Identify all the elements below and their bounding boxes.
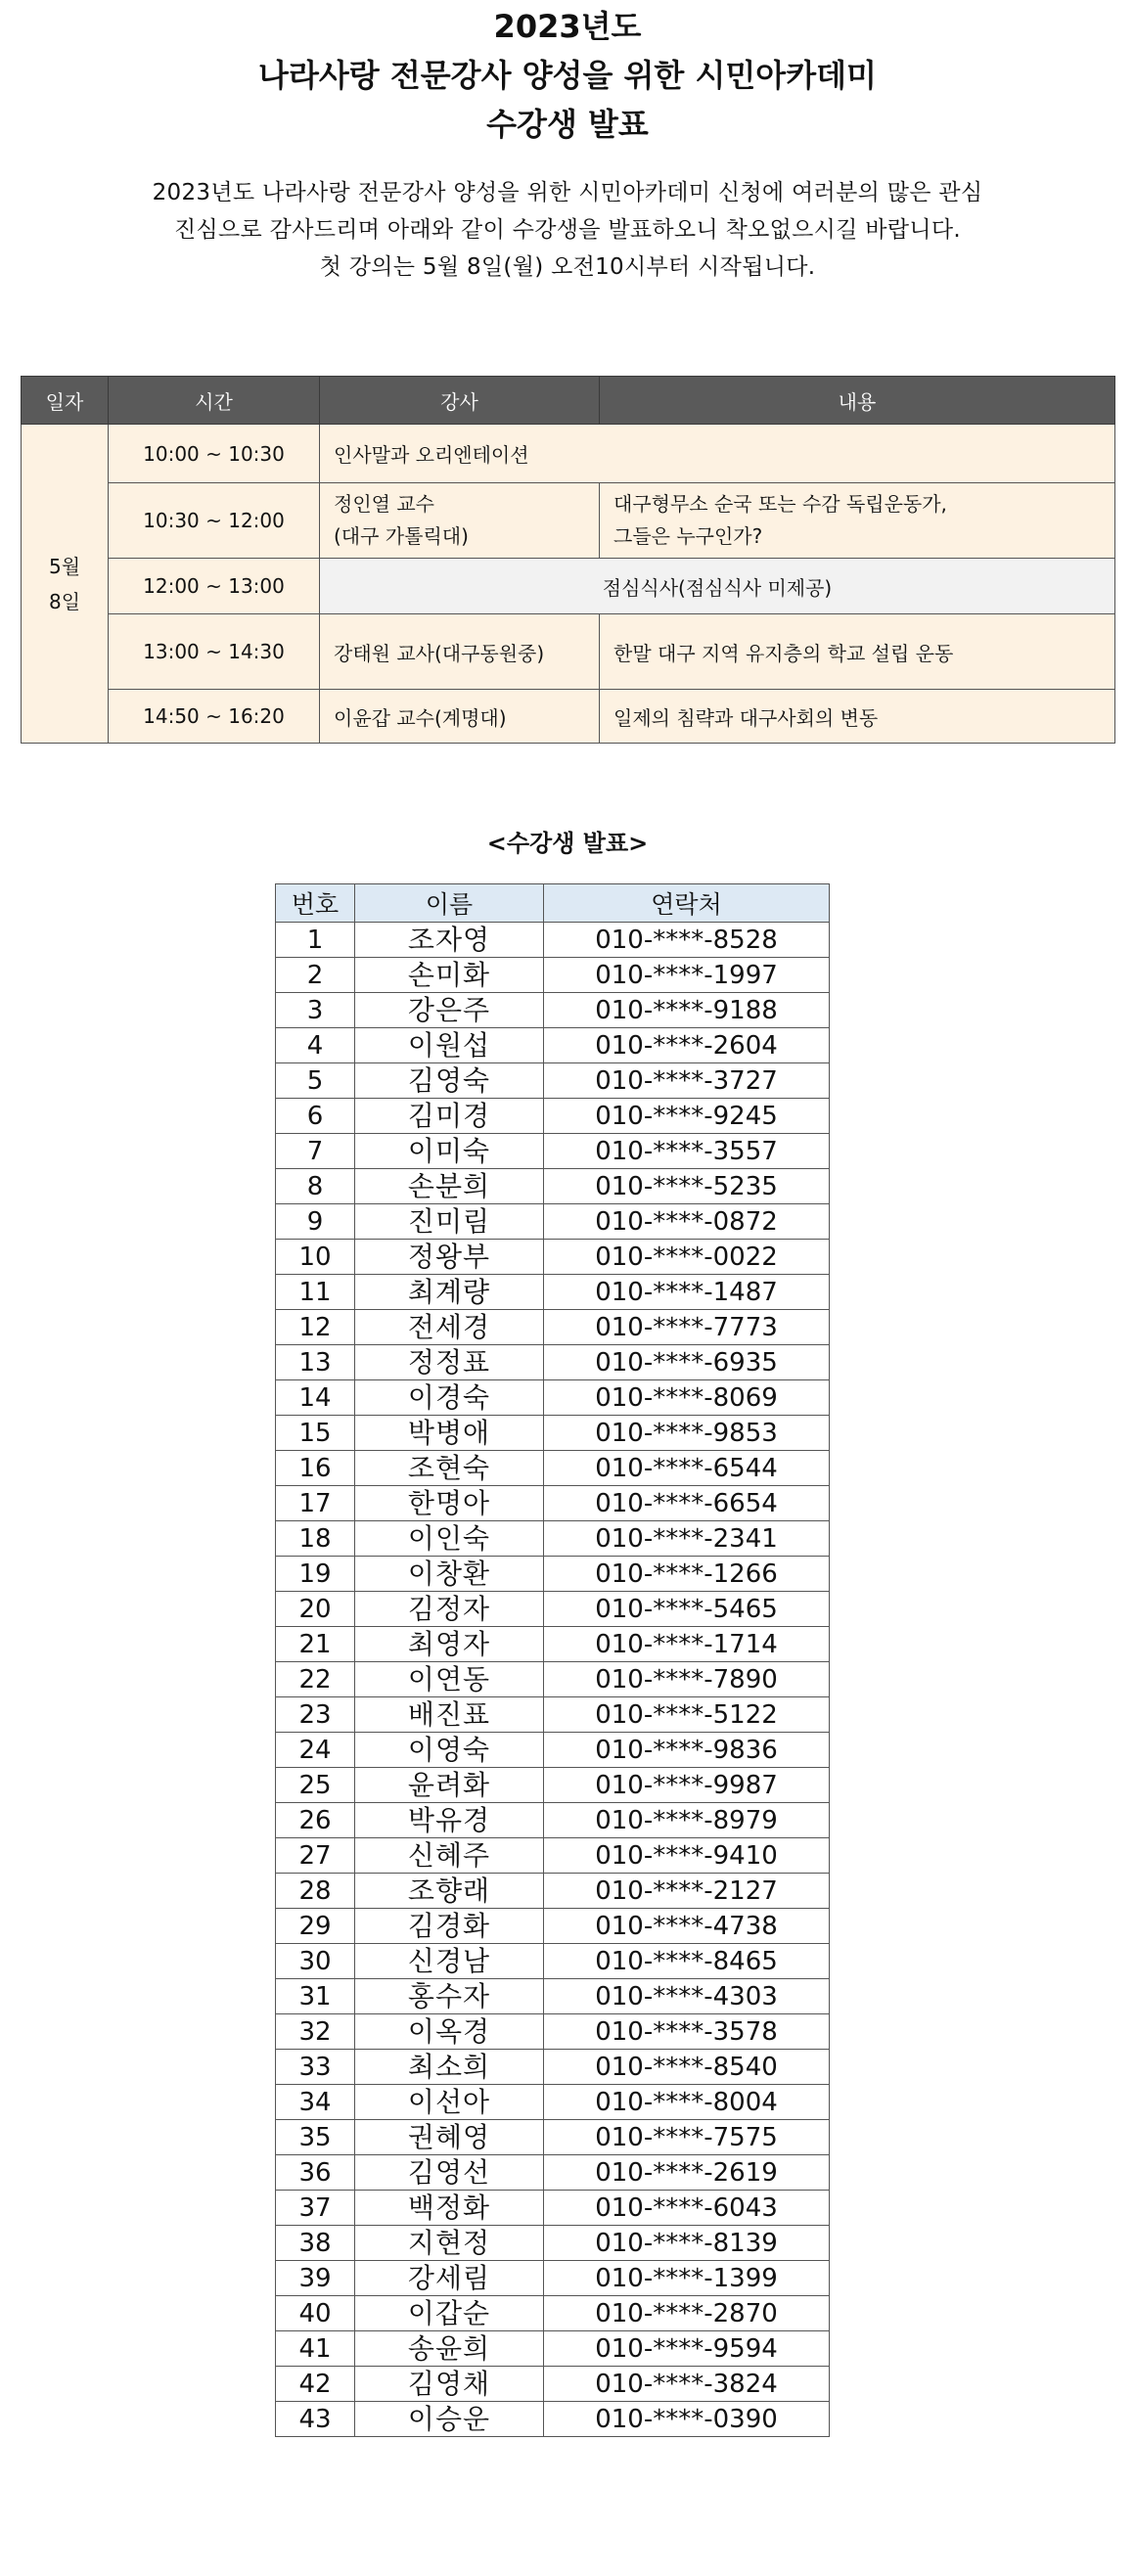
student-contact: 010-****-8979 xyxy=(544,1803,830,1838)
table-row xyxy=(276,1416,830,1451)
table-row xyxy=(276,1169,830,1204)
schedule-lecturer: 인사말과 오리엔테이션 xyxy=(320,425,1115,483)
student-contact: 010-****-2127 xyxy=(544,1874,830,1909)
student-number: 6 xyxy=(276,1099,355,1134)
student-name: 손미화 xyxy=(355,958,544,993)
header-lecturer: 강사 xyxy=(320,377,600,425)
student-contact: 010-****-9853 xyxy=(544,1416,830,1451)
student-number: 5 xyxy=(276,1063,355,1099)
lecturer-affiliation: (대구 가톨릭대) xyxy=(334,524,469,548)
table-row xyxy=(276,958,830,993)
student-name: 조자영 xyxy=(355,923,544,958)
schedule-time: 10:30 ~ 12:00 xyxy=(109,483,320,559)
table-row xyxy=(276,1768,830,1803)
schedule-lecturer: 강태원 교사(대구동원중) xyxy=(320,614,600,690)
student-contact: 010-****-1997 xyxy=(544,958,830,993)
student-contact: 010-****-8465 xyxy=(544,1944,830,1979)
header-contact: 연락처 xyxy=(544,884,830,923)
table-row xyxy=(276,2050,830,2085)
table-row xyxy=(276,2331,830,2367)
student-number: 43 xyxy=(276,2402,355,2437)
student-number: 39 xyxy=(276,2261,355,2296)
schedule-row xyxy=(22,614,1115,690)
student-number: 2 xyxy=(276,958,355,993)
table-row xyxy=(276,1944,830,1979)
schedule-lunch: 점심식사(점심식사 미제공) xyxy=(320,559,1115,614)
table-row xyxy=(276,1627,830,1662)
student-number: 10 xyxy=(276,1240,355,1275)
student-contact: 010-****-7890 xyxy=(544,1662,830,1697)
student-contact: 010-****-1266 xyxy=(544,1557,830,1592)
students-title: <수강생 발표> xyxy=(486,830,649,857)
table-row xyxy=(276,1662,830,1697)
student-contact: 010-****-3557 xyxy=(544,1134,830,1169)
table-row xyxy=(276,993,830,1028)
table-row xyxy=(276,1099,830,1134)
table-row xyxy=(276,1275,830,1310)
date-month: 5월 xyxy=(48,554,81,578)
student-contact: 010-****-4738 xyxy=(544,1909,830,1944)
table-row xyxy=(276,2014,830,2050)
student-name: 백정화 xyxy=(355,2191,544,2226)
table-row xyxy=(276,1979,830,2014)
student-name: 이연동 xyxy=(355,1662,544,1697)
student-contact: 010-****-2870 xyxy=(544,2296,830,2331)
student-number: 18 xyxy=(276,1521,355,1557)
student-name: 이미숙 xyxy=(355,1134,544,1169)
student-contact: 010-****-9594 xyxy=(544,2331,830,2367)
student-name: 권혜영 xyxy=(355,2120,544,2155)
student-contact: 010-****-1714 xyxy=(544,1627,830,1662)
student-name: 최영자 xyxy=(355,1627,544,1662)
student-name: 김정자 xyxy=(355,1592,544,1627)
header-date: 일자 xyxy=(22,377,109,425)
student-contact: 010-****-0022 xyxy=(544,1240,830,1275)
table-row xyxy=(276,1521,830,1557)
student-number: 23 xyxy=(276,1697,355,1733)
table-row xyxy=(276,1909,830,1944)
schedule-time: 14:50 ~ 16:20 xyxy=(109,690,320,744)
intro-line-2: 진심으로 감사드리며 아래와 같이 수강생을 발표하오니 착오없으시길 바랍니다. xyxy=(174,217,961,243)
student-number: 12 xyxy=(276,1310,355,1345)
student-number: 11 xyxy=(276,1275,355,1310)
intro-line-1: 2023년도 나라사랑 전문강사 양성을 위한 시민아카데미 신청에 여러분의 많은 관심 xyxy=(152,180,983,205)
student-contact: 010-****-0872 xyxy=(544,1204,830,1240)
student-name: 홍수자 xyxy=(355,1979,544,2014)
student-contact: 010-****-5122 xyxy=(544,1697,830,1733)
title-year: 2023년도 xyxy=(493,8,642,45)
table-row xyxy=(276,1134,830,1169)
student-name: 이인숙 xyxy=(355,1521,544,1557)
student-contact: 010-****-6043 xyxy=(544,2191,830,2226)
students-body xyxy=(276,923,830,2437)
student-number: 4 xyxy=(276,1028,355,1063)
student-name: 진미림 xyxy=(355,1204,544,1240)
table-row xyxy=(276,923,830,958)
table-row xyxy=(276,2085,830,2120)
student-name: 전세경 xyxy=(355,1310,544,1345)
table-row xyxy=(276,1838,830,1874)
schedule-row xyxy=(22,425,1115,483)
student-number: 9 xyxy=(276,1204,355,1240)
student-contact: 010-****-8528 xyxy=(544,923,830,958)
content-line-1: 대구형무소 순국 또는 수감 독립운동가, xyxy=(613,492,947,516)
table-row xyxy=(276,2261,830,2296)
student-contact: 010-****-2604 xyxy=(544,1028,830,1063)
schedule-lecturer xyxy=(320,483,600,559)
student-name: 조현숙 xyxy=(355,1451,544,1486)
table-row xyxy=(276,1874,830,1909)
student-number: 16 xyxy=(276,1451,355,1486)
student-number: 1 xyxy=(276,923,355,958)
student-name: 김경화 xyxy=(355,1909,544,1944)
student-contact: 010-****-9188 xyxy=(544,993,830,1028)
student-number: 19 xyxy=(276,1557,355,1592)
table-row xyxy=(276,2191,830,2226)
student-number: 35 xyxy=(276,2120,355,2155)
student-contact: 010-****-7575 xyxy=(544,2120,830,2155)
header-name: 이름 xyxy=(355,884,544,923)
student-name: 손분희 xyxy=(355,1169,544,1204)
student-name: 신혜주 xyxy=(355,1838,544,1874)
student-number: 31 xyxy=(276,1979,355,2014)
student-name: 이창환 xyxy=(355,1557,544,1592)
schedule-time: 10:00 ~ 10:30 xyxy=(109,425,320,483)
student-name: 강세림 xyxy=(355,2261,544,2296)
header-time: 시간 xyxy=(109,377,320,425)
student-number: 8 xyxy=(276,1169,355,1204)
intro-line-3: 첫 강의는 5월 8일(월) 오전10시부터 시작됩니다. xyxy=(319,254,816,280)
student-contact: 010-****-6935 xyxy=(544,1345,830,1380)
schedule-table xyxy=(21,376,1115,744)
student-name: 김미경 xyxy=(355,1099,544,1134)
student-number: 3 xyxy=(276,993,355,1028)
schedule-content: 한말 대구 지역 유지층의 학교 설립 운동 xyxy=(600,614,1115,690)
student-number: 28 xyxy=(276,1874,355,1909)
student-number: 27 xyxy=(276,1838,355,1874)
student-name: 이경숙 xyxy=(355,1380,544,1416)
title-block xyxy=(0,0,1135,149)
student-number: 33 xyxy=(276,2050,355,2085)
student-number: 40 xyxy=(276,2296,355,2331)
students-table xyxy=(275,883,830,2437)
student-number: 38 xyxy=(276,2226,355,2261)
student-contact: 010-****-3578 xyxy=(544,2014,830,2050)
student-contact: 010-****-7773 xyxy=(544,1310,830,1345)
student-contact: 010-****-2619 xyxy=(544,2155,830,2191)
student-contact: 010-****-9410 xyxy=(544,1838,830,1874)
header-content: 내용 xyxy=(600,377,1115,425)
student-name: 배진표 xyxy=(355,1697,544,1733)
date-day: 8일 xyxy=(48,589,81,613)
student-name: 이영숙 xyxy=(355,1733,544,1768)
student-number: 22 xyxy=(276,1662,355,1697)
student-contact: 010-****-8139 xyxy=(544,2226,830,2261)
students-header-row xyxy=(276,884,830,923)
table-row xyxy=(276,1803,830,1838)
schedule-row xyxy=(22,559,1115,614)
schedule-lecturer: 이윤갑 교수(계명대) xyxy=(320,690,600,744)
table-row xyxy=(276,1697,830,1733)
schedule-date xyxy=(22,425,109,744)
table-row xyxy=(276,1204,830,1240)
schedule-row xyxy=(22,690,1115,744)
student-name: 강은주 xyxy=(355,993,544,1028)
schedule-row xyxy=(22,483,1115,559)
student-name: 이승운 xyxy=(355,2402,544,2437)
table-row xyxy=(276,1345,830,1380)
student-contact: 010-****-1487 xyxy=(544,1275,830,1310)
title-main: 나라사랑 전문강사 양성을 위한 시민아카데미 xyxy=(258,57,877,94)
student-number: 32 xyxy=(276,2014,355,2050)
student-number: 26 xyxy=(276,1803,355,1838)
student-name: 이옥경 xyxy=(355,2014,544,2050)
content-line-2: 그들은 누구인가? xyxy=(613,524,763,548)
student-contact: 010-****-2341 xyxy=(544,1521,830,1557)
student-name: 최소희 xyxy=(355,2050,544,2085)
table-row xyxy=(276,2226,830,2261)
student-name: 정정표 xyxy=(355,1345,544,1380)
student-name: 최계량 xyxy=(355,1275,544,1310)
lecturer-name: 정인열 교수 xyxy=(334,492,434,516)
table-row xyxy=(276,1063,830,1099)
student-name: 김영채 xyxy=(355,2367,544,2402)
student-number: 29 xyxy=(276,1909,355,1944)
student-number: 37 xyxy=(276,2191,355,2226)
student-contact: 010-****-6544 xyxy=(544,1451,830,1486)
schedule-content: 일제의 침략과 대구사회의 변동 xyxy=(600,690,1115,744)
student-number: 15 xyxy=(276,1416,355,1451)
table-row xyxy=(276,1592,830,1627)
table-row xyxy=(276,1028,830,1063)
student-number: 41 xyxy=(276,2331,355,2367)
student-contact: 010-****-8069 xyxy=(544,1380,830,1416)
table-row xyxy=(276,2296,830,2331)
table-row xyxy=(276,1733,830,1768)
student-contact: 010-****-1399 xyxy=(544,2261,830,2296)
student-contact: 010-****-3727 xyxy=(544,1063,830,1099)
student-contact: 010-****-4303 xyxy=(544,1979,830,2014)
student-number: 17 xyxy=(276,1486,355,1521)
student-number: 13 xyxy=(276,1345,355,1380)
student-name: 김영선 xyxy=(355,2155,544,2191)
student-number: 24 xyxy=(276,1733,355,1768)
table-row xyxy=(276,1310,830,1345)
student-contact: 010-****-6654 xyxy=(544,1486,830,1521)
student-name: 김영숙 xyxy=(355,1063,544,1099)
student-number: 34 xyxy=(276,2085,355,2120)
schedule-header-row xyxy=(22,377,1115,425)
student-contact: 010-****-8540 xyxy=(544,2050,830,2085)
header-number: 번호 xyxy=(276,884,355,923)
student-contact: 010-****-3824 xyxy=(544,2367,830,2402)
title-sub: 수강생 발표 xyxy=(486,106,649,143)
intro-text xyxy=(0,174,1135,286)
student-number: 25 xyxy=(276,1768,355,1803)
table-row xyxy=(276,2402,830,2437)
table-row xyxy=(276,1486,830,1521)
student-name: 이선아 xyxy=(355,2085,544,2120)
table-row xyxy=(276,1240,830,1275)
student-name: 이갑순 xyxy=(355,2296,544,2331)
student-contact: 010-****-5235 xyxy=(544,1169,830,1204)
student-name: 조향래 xyxy=(355,1874,544,1909)
table-row xyxy=(276,2367,830,2402)
student-number: 30 xyxy=(276,1944,355,1979)
student-number: 21 xyxy=(276,1627,355,1662)
student-contact: 010-****-9987 xyxy=(544,1768,830,1803)
student-name: 정왕부 xyxy=(355,1240,544,1275)
student-contact: 010-****-8004 xyxy=(544,2085,830,2120)
student-name: 이원섭 xyxy=(355,1028,544,1063)
student-number: 7 xyxy=(276,1134,355,1169)
table-row xyxy=(276,1557,830,1592)
student-number: 14 xyxy=(276,1380,355,1416)
schedule-content xyxy=(600,483,1115,559)
schedule-time: 13:00 ~ 14:30 xyxy=(109,614,320,690)
schedule-time: 12:00 ~ 13:00 xyxy=(109,559,320,614)
table-row xyxy=(276,1380,830,1416)
student-name: 박병애 xyxy=(355,1416,544,1451)
student-name: 박유경 xyxy=(355,1803,544,1838)
table-row xyxy=(276,1451,830,1486)
student-name: 한명아 xyxy=(355,1486,544,1521)
student-contact: 010-****-9836 xyxy=(544,1733,830,1768)
student-name: 윤려화 xyxy=(355,1768,544,1803)
table-row xyxy=(276,2155,830,2191)
student-number: 20 xyxy=(276,1592,355,1627)
student-number: 42 xyxy=(276,2367,355,2402)
student-name: 지현정 xyxy=(355,2226,544,2261)
student-name: 신경남 xyxy=(355,1944,544,1979)
student-contact: 010-****-0390 xyxy=(544,2402,830,2437)
student-name: 송윤희 xyxy=(355,2331,544,2367)
student-contact: 010-****-9245 xyxy=(544,1099,830,1134)
table-row xyxy=(276,2120,830,2155)
student-contact: 010-****-5465 xyxy=(544,1592,830,1627)
student-number: 36 xyxy=(276,2155,355,2191)
